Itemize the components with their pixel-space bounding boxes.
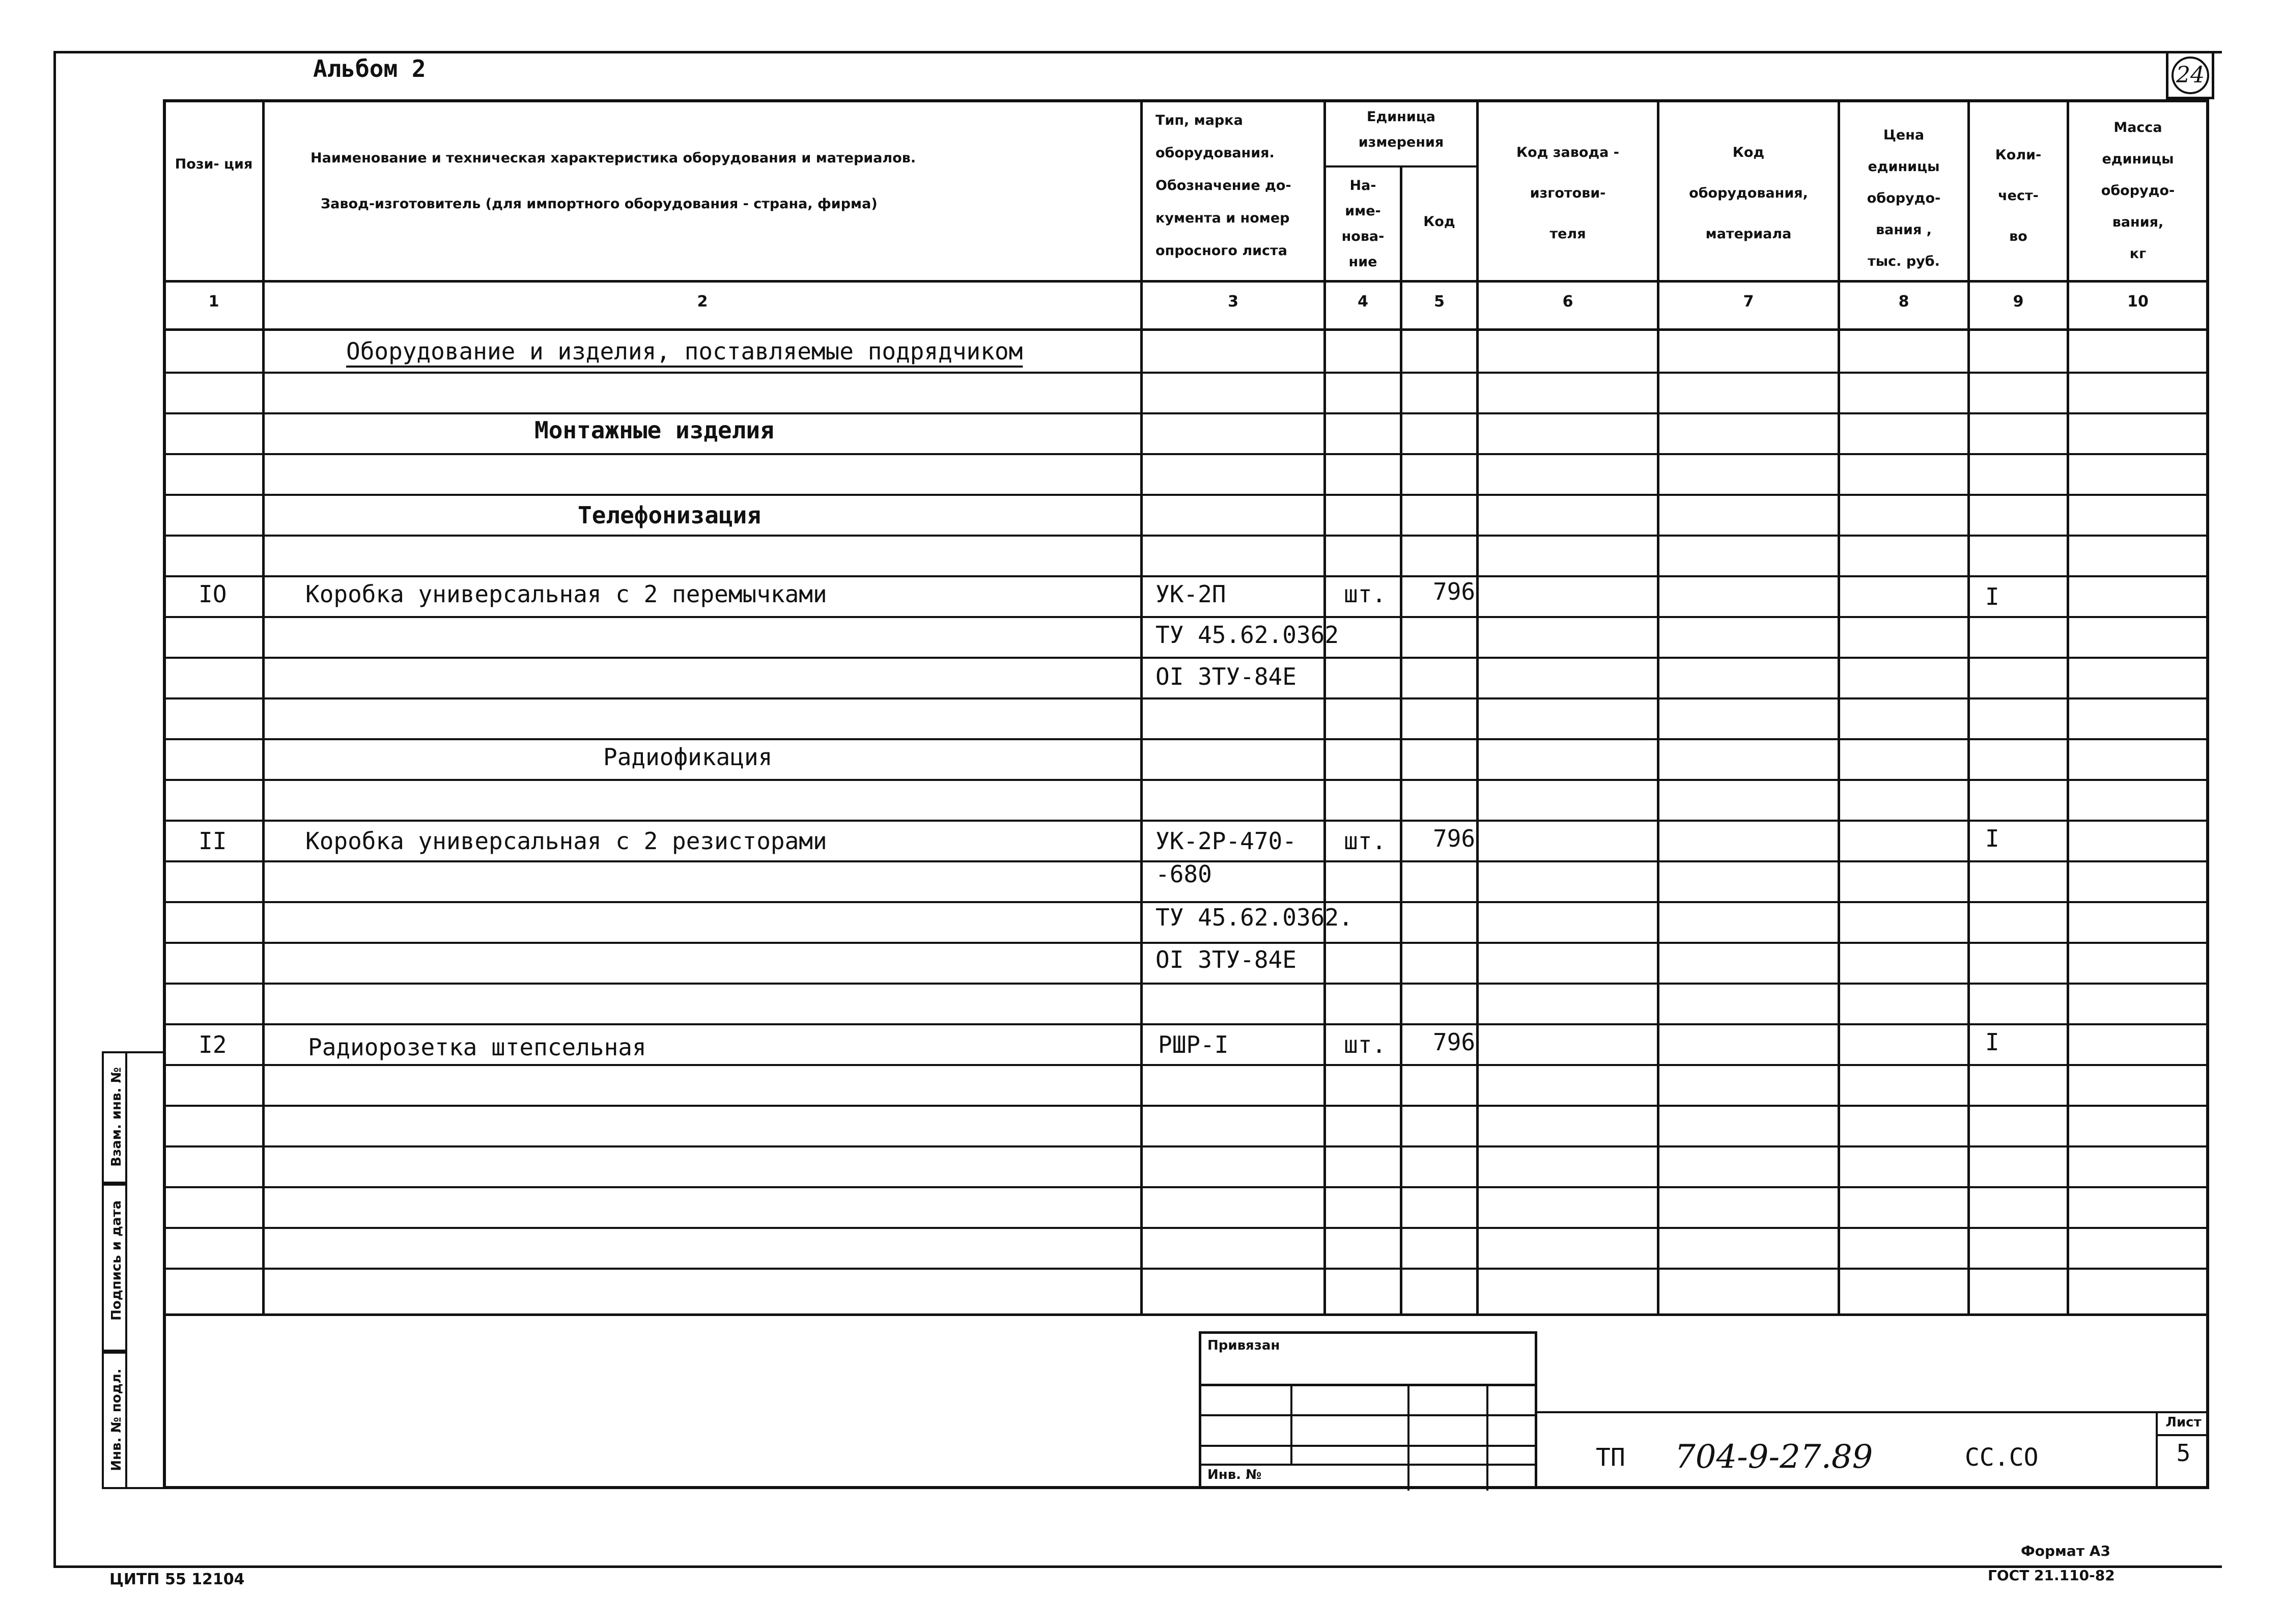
row-line <box>163 1023 2209 1025</box>
row-quantity: I <box>1985 1028 1999 1056</box>
header-equipment-code <box>1659 132 1838 255</box>
header-price-line: единицы <box>1868 159 1940 175</box>
binding-stamp-label: Привязан <box>1207 1338 1280 1353</box>
binding-stamp-line <box>1201 1384 1535 1386</box>
title-tp-label: ТП <box>1596 1443 1625 1472</box>
row-line <box>163 983 2209 985</box>
header-factory-code <box>1479 132 1657 255</box>
col-number: 10 <box>2127 293 2149 311</box>
table-bottom-line <box>163 1313 2209 1316</box>
col-number: 7 <box>1743 293 1754 311</box>
page-number-circle: 24 <box>2172 57 2209 94</box>
section-title-mounting: Монтажные изделия <box>534 416 774 444</box>
header-unit-line: измерения <box>1358 134 1444 150</box>
side-label: Инв. № подл. <box>109 1368 124 1471</box>
title-block-top-line <box>1537 1411 2209 1413</box>
header-mass <box>2069 112 2207 270</box>
row-line <box>163 1227 2209 1229</box>
row-position: IO <box>199 580 227 608</box>
row-line <box>163 779 2209 781</box>
row-unit-code: 796 <box>1433 578 1476 605</box>
side-stamp-orig-inv <box>102 1352 127 1489</box>
header-mass-line: Масса <box>2113 120 2162 135</box>
row-position: II <box>199 827 227 855</box>
row-line <box>163 575 2209 577</box>
binding-stamp-vline <box>1407 1384 1409 1491</box>
col-number: 1 <box>208 293 219 311</box>
album-label: Альбом 2 <box>313 55 426 82</box>
row-line <box>163 657 2209 659</box>
title-document-code: СС.СО <box>1965 1443 2039 1472</box>
side-stamp-column <box>127 1051 163 1489</box>
header-bottom-line <box>163 280 2209 283</box>
title-project-number: 704-9-27.89 <box>1675 1438 1873 1476</box>
header-price-line: Цена <box>1883 127 1925 143</box>
header-name-line2: Завод-изготовитель (для импортного оборудования - страна, фирма) <box>321 196 878 212</box>
header-mass-line: кг <box>2129 246 2147 262</box>
binding-stamp <box>1199 1331 1537 1489</box>
header-unit-name-line: име- <box>1345 203 1381 219</box>
header-unit-title <box>1326 104 1476 155</box>
row-line <box>163 1064 2209 1066</box>
header-mass-line: оборудо- <box>2101 183 2175 199</box>
row-unit: шт. <box>1344 1031 1387 1058</box>
binding-stamp-inv-label: Инв. № <box>1207 1467 1262 1482</box>
unit-subheader-line <box>1323 165 1476 167</box>
binding-stamp-line <box>1201 1464 1535 1466</box>
header-type-line: Тип, марка <box>1155 113 1243 128</box>
col-number: 9 <box>2013 293 2024 311</box>
footer-gost: ГОСТ 21.110-82 <box>1988 1567 2115 1584</box>
row-line <box>163 412 2209 414</box>
row-type: ТУ 45.62.0362. <box>1155 904 1353 931</box>
row-line <box>163 453 2209 455</box>
row-name: Радиорозетка штепсельная <box>308 1033 646 1061</box>
row-line <box>163 942 2209 944</box>
col-number: 6 <box>1562 293 1573 311</box>
header-position: Пози- ция <box>175 156 253 172</box>
row-line <box>163 372 2209 374</box>
header-unit-line: Единица <box>1367 109 1435 125</box>
col-number: 8 <box>1898 293 1909 311</box>
row-line <box>163 697 2209 699</box>
col-divider <box>1400 165 1402 1316</box>
binding-stamp-vline <box>1290 1384 1292 1465</box>
row-type: УК-2Р-470- <box>1155 827 1296 855</box>
row-unit: шт. <box>1344 580 1387 608</box>
side-label: Подпись и дата <box>109 1200 124 1321</box>
row-line <box>163 901 2209 903</box>
section-title-supplied: Оборудование и изделия, поставляемые подрядчиком <box>346 338 1023 365</box>
row-line <box>163 616 2209 618</box>
header-equipment-line: оборудования, <box>1689 185 1808 201</box>
col-number: 4 <box>1358 293 1368 311</box>
row-type: OI 3ТУ-84Е <box>1155 663 1296 690</box>
header-quantity-line: во <box>2009 229 2027 244</box>
row-name: Коробка универсальная с 2 перемычками <box>305 580 827 608</box>
row-line <box>163 820 2209 822</box>
col-number: 5 <box>1434 293 1445 311</box>
header-type-line: Обозначение до- <box>1155 178 1291 193</box>
row-line <box>163 738 2209 740</box>
row-type: ТУ 45.62.0362 <box>1155 621 1339 649</box>
row-unit-code: 796 <box>1433 825 1476 852</box>
row-type: -680 <box>1155 860 1212 888</box>
sheet-label: Лист <box>2158 1411 2209 1436</box>
row-position: I2 <box>199 1031 227 1058</box>
row-type: OI 3ТУ-84Е <box>1155 946 1296 973</box>
header-factory-line: изготови- <box>1530 185 1606 201</box>
header-type-line: оборудования. <box>1155 145 1275 161</box>
section-title-telephony: Телефонизация <box>578 501 762 529</box>
row-unit-code: 796 <box>1433 1028 1476 1056</box>
row-line <box>163 1268 2209 1270</box>
header-name-line1: Наименование и техническая характеристика оборудования и материалов. <box>311 150 916 166</box>
header-price-line: оборудо- <box>1867 190 1941 206</box>
side-label: Взам. инв. № <box>109 1067 124 1167</box>
header-unit-name <box>1326 173 1400 275</box>
header-type-line: опросного листа <box>1155 243 1287 259</box>
header-unit-name-line: На- <box>1349 178 1376 193</box>
header-price-line: вания , <box>1876 222 1932 238</box>
row-type: РШР-I <box>1158 1031 1229 1058</box>
header-factory-line: Код завода - <box>1516 145 1619 160</box>
header-type-block <box>1145 104 1321 267</box>
row-line <box>163 1105 2209 1107</box>
header-unit-code: Код <box>1423 214 1455 230</box>
header-quantity-line: Коли- <box>1995 147 2042 163</box>
sheet-cell <box>2156 1411 2209 1489</box>
sheet-number: 5 <box>2176 1439 2191 1467</box>
side-stamp-signature <box>102 1184 127 1352</box>
header-mass-line: вания, <box>2112 214 2164 230</box>
header-unit-name-line: ние <box>1348 254 1377 270</box>
header-price-line: тыс. руб. <box>1868 254 1940 269</box>
header-equipment-line: материала <box>1705 226 1792 242</box>
header-unit-name-line: нова- <box>1341 229 1385 244</box>
header-quantity <box>1970 135 2067 257</box>
row-quantity: I <box>1985 825 1999 852</box>
section-title-radio: Радиофикация <box>603 743 773 771</box>
side-stamp-replace-inv <box>102 1051 127 1184</box>
header-mass-line: единицы <box>2102 151 2174 167</box>
header-type-line: кумента и номер <box>1155 210 1290 226</box>
footer-left-code: ЦИТП 55 12104 <box>109 1571 245 1588</box>
row-line <box>163 1186 2209 1188</box>
row-line <box>163 1145 2209 1147</box>
binding-stamp-line <box>1201 1414 1535 1416</box>
col-number: 3 <box>1228 293 1238 311</box>
header-equipment-line: Код <box>1732 145 1765 160</box>
header-factory-line: теля <box>1549 226 1586 242</box>
header-quantity-line: чест- <box>1998 188 2039 204</box>
footer-format: Формат А3 <box>2021 1543 2110 1559</box>
page-badge <box>2166 51 2214 99</box>
row-line <box>163 494 2209 496</box>
numbers-bottom-line <box>163 328 2209 331</box>
row-line <box>163 535 2209 537</box>
row-name: Коробка универсальная с 2 резисторами <box>305 827 827 855</box>
col-number: 2 <box>697 293 708 311</box>
binding-stamp-vline <box>1486 1384 1488 1491</box>
binding-stamp-line <box>1201 1445 1535 1447</box>
row-type: УК-2П <box>1155 580 1226 608</box>
row-unit: шт. <box>1344 827 1387 855</box>
header-price <box>1840 120 1967 277</box>
row-quantity: I <box>1985 583 1999 610</box>
